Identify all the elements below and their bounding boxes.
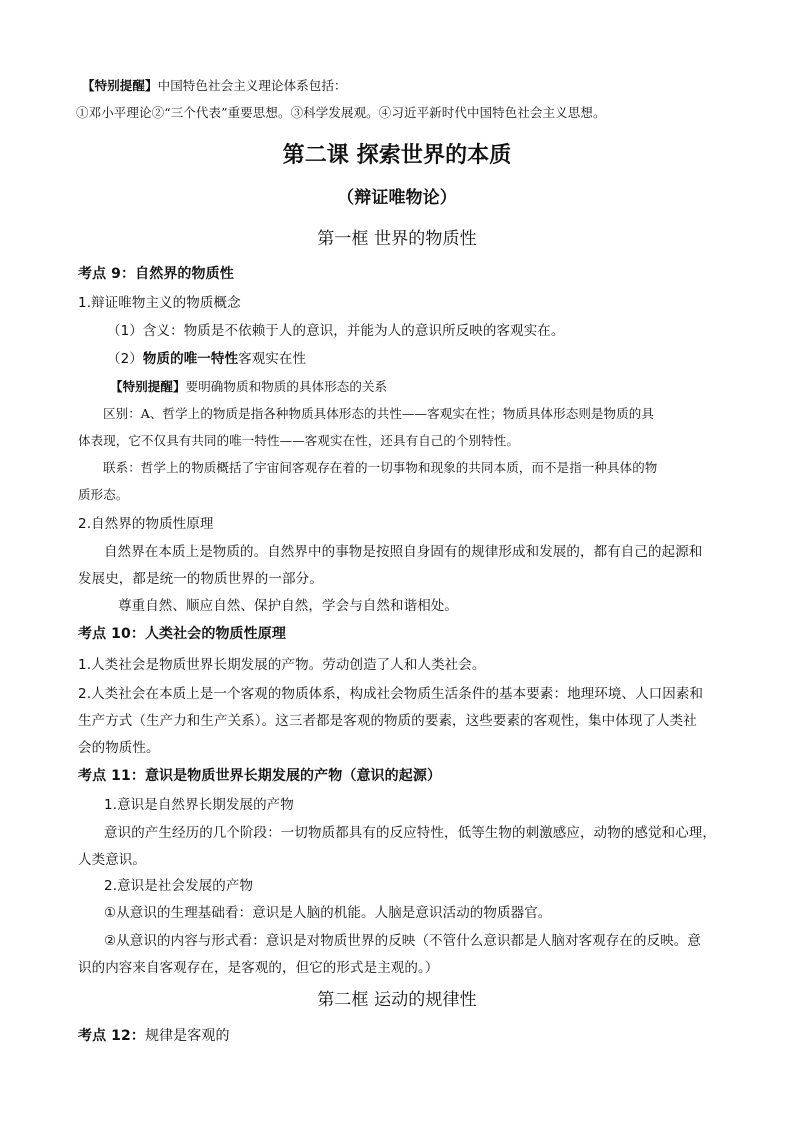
kp9-sub-2-prefix: （2）	[107, 351, 143, 367]
kp10-line-1: 1.人类社会是物质世界长期发展的产物。劳动创造了人和人类社会。	[78, 657, 486, 673]
kp9-item-2: 2.自然界的物质性原理	[78, 516, 214, 532]
kp9-reminder	[110, 378, 387, 396]
section-title-2: 第二框 运动的规律性	[317, 990, 477, 1010]
kp11-paragraph-line-1: 意识的产生经历的几个阶段：一切物质都具有的反应特性，低等生物的刺激感应，动物的感觉和心理，	[104, 825, 716, 841]
kp10-line-3: 生产方式（生产力和生产关系）。这三者都是客观的物质的要素，这些要素的客观性，集中体现了人类社	[78, 713, 697, 729]
kp11-paragraph-line-2: 人类意识。	[78, 852, 146, 868]
special-reminder-text: 中国特色社会主义理论体系包括：	[157, 78, 347, 93]
kp11-title: 考点 11：意识是物质世界长期发展的产物（意识的起源）	[78, 768, 442, 784]
kp10-line-2: 2.人类社会在本质上是一个客观的物质体系，构成社会物质生活条件的基本要素：地理环境、人口因素和	[78, 686, 704, 702]
kp9-title: 考点 9：自然界的物质性	[78, 266, 234, 282]
kp9-sub-1: （1）含义：物质是不依赖于人的意识，并能为人的意识所反映的客观实在。	[107, 323, 565, 339]
kp9-paragraph-1-line-1: 自然界在本质上是物质的。自然界中的事物是按照自身固有的规律形成和发展的，都有自己的起源和	[104, 544, 703, 560]
special-reminder-label: 【特别提醒】	[82, 78, 158, 93]
kp11-item-1: 1.意识是自然界长期发展的产物	[104, 797, 294, 813]
kp9-paragraph-2: 尊重自然、顺应自然、保护自然，学会与自然和谐相处。	[118, 598, 458, 614]
kp11-item-2: 2.意识是社会发展的产物	[104, 878, 254, 894]
kp9-link-line-2: 质形态。	[78, 487, 129, 502]
kp9-difference-line-2: 体表现，它不仅具有共同的唯一特性——客观实在性，还具有自己的个别特性。	[78, 433, 520, 448]
kp9-sub-2-bold: 物质的唯一特性	[142, 351, 239, 367]
kp12-title-text: 规律是客观的	[144, 1028, 230, 1044]
kp9-sub-2	[107, 350, 306, 368]
lesson-subtitle: （辩证唯物论）	[337, 188, 457, 208]
kp9-reminder-label: 【特别提醒】	[110, 379, 186, 394]
section-title-1: 第一框 世界的物质性	[317, 229, 477, 249]
kp9-reminder-text: 要明确物质和物质的具体形态的关系	[185, 379, 388, 394]
kp9-link-line-1: 联系：哲学上的物质概括了宇宙间客观存在着的一切事物和现象的共同本质，而不是指一种具体的物	[103, 460, 658, 475]
kp10-line-4: 会的物质性。	[78, 740, 160, 756]
theory-system-list: ①邓小平理论②“三个代表”重要思想。③科学发展观。④习近平新时代中国特色社会主义思想。	[76, 105, 606, 120]
kp9-paragraph-1-line-2: 发展史，都是统一的物质世界的一部分。	[78, 571, 323, 587]
special-reminder-line	[82, 77, 347, 95]
kp12-title	[78, 1027, 230, 1045]
kp11-sub-1: ①从意识的生理基础看：意识是人脑的机能。人脑是意识活动的物质器官。	[104, 905, 552, 921]
kp10-title: 考点 10：人类社会的物质性原理	[78, 626, 286, 642]
kp9-sub-2-suffix: 客观实在性	[238, 351, 307, 367]
kp11-sub-2-line-2: 识的内容来自客观存在，是客观的，但它的形式是主观的。）	[78, 960, 439, 976]
kp9-item-1: 1.辩证唯物主义的物质概念	[78, 295, 241, 311]
lesson-title: 第二课 探索世界的本质	[282, 142, 512, 168]
kp12-title-label: 考点 12：	[78, 1028, 145, 1044]
kp11-sub-2-line-1: ②从意识的内容与形式看：意识是对物质世界的反映（不管什么意识都是人脑对客观存在的反映。意	[104, 933, 702, 949]
kp9-difference-line-1: 区别：A、哲学上的物质是指各种物质具体形态的共性——客观实在性；物质具体形态则是物质的具	[103, 406, 654, 421]
